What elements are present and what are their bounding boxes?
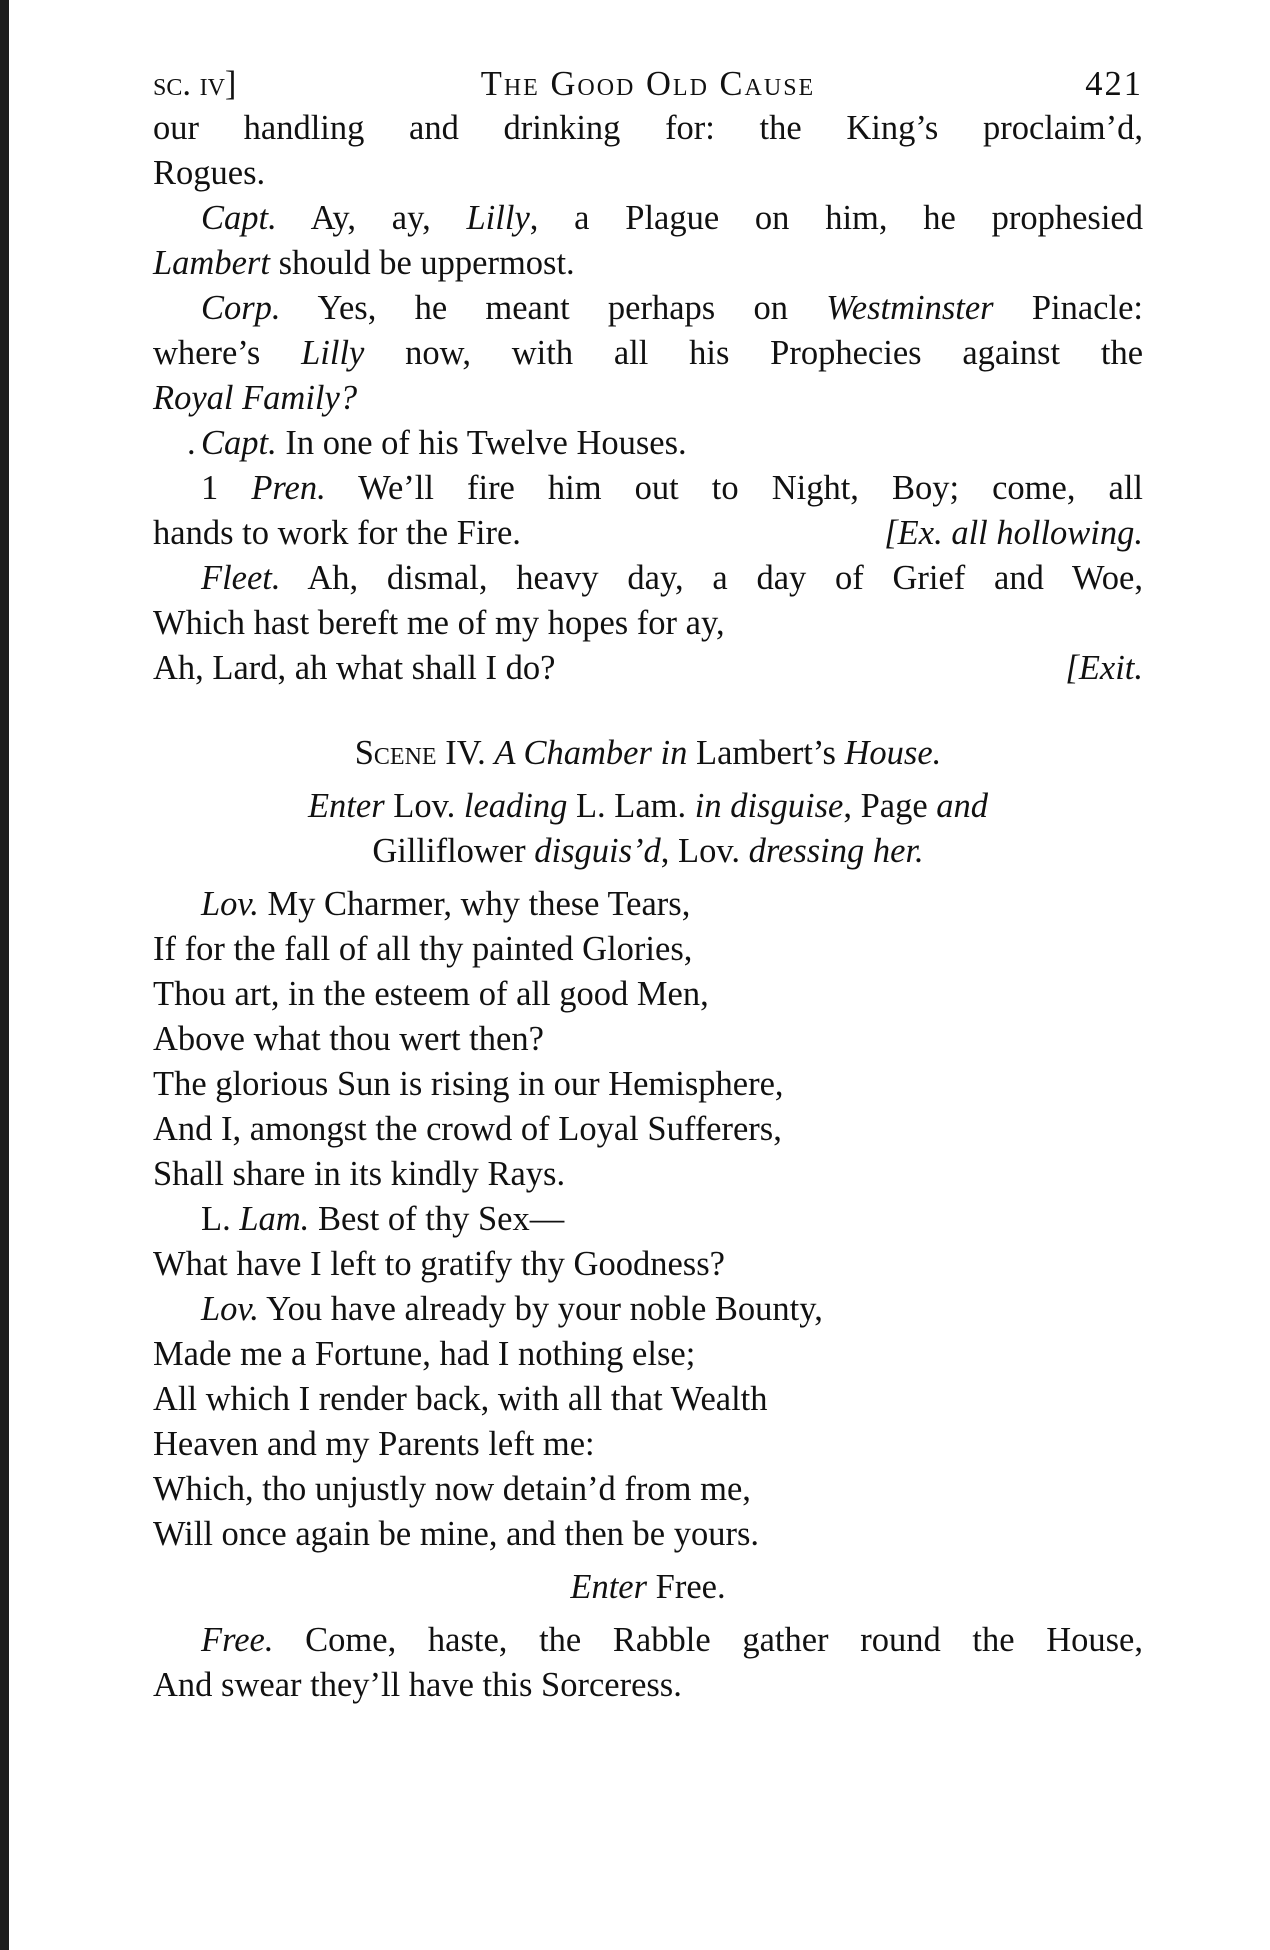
verse-line: Which hast bereft me of my hopes for ay, [153, 604, 725, 642]
verse-line: The glorious Sun is rising in our Hemisphere, [153, 1065, 784, 1103]
speech-pren: 1 Pren. We’ll fire him out to Night, Boy; come, all [201, 469, 1143, 507]
section-reference: sc. iv] [153, 65, 237, 103]
text-line: Lambert should be uppermost. [153, 244, 575, 282]
verse-line: Which, tho unjustly now detain’d from me, [153, 1470, 751, 1508]
spacer [153, 776, 1143, 784]
speech-capt: . Capt. In one of his Twelve Houses. [153, 421, 1143, 466]
running-title: The Good Old Cause [480, 65, 816, 103]
verse-line: Thou art, in the esteem of all good Men, [153, 975, 709, 1013]
stage-direction: Gilliflower disguis’d, Lov. dressing her. [372, 832, 924, 870]
stage-direction: [Exit. [1065, 649, 1143, 687]
speech-corp: Corp. Yes, he meant perhaps on Westminster Pinacle: [201, 289, 1143, 327]
book-binding-edge [0, 0, 9, 1950]
verse-line: Will once again be mine, and then be yours. [153, 1515, 760, 1553]
spacer [153, 1610, 1143, 1618]
verse-line: Shall share in its kindly Rays. [153, 1155, 566, 1193]
speaker-name: Capt. [201, 199, 277, 237]
speaker-name: Pren. [251, 469, 326, 507]
speech-fleet: Fleet. Ah, dismal, heavy day, a day of Grief and Woe, [201, 559, 1143, 597]
speech-l-lam: L. Lam. Best of thy Sex— [201, 1200, 565, 1238]
spacer [153, 691, 1143, 731]
text-line: where’s Lilly now, with all his Prophecies against the [153, 334, 1144, 372]
text-line: Rogues. [153, 154, 266, 192]
verse-line: Made me a Fortune, had I nothing else; [153, 1335, 696, 1373]
speech-lov: Lov. My Charmer, why these Tears, [201, 885, 691, 923]
stray-mark: . [187, 424, 196, 462]
book-page [153, 62, 1143, 1708]
speaker-name: Lov. [201, 885, 259, 923]
scene-heading: Scene IV. A Chamber in Lambert’s House. [354, 734, 942, 772]
speech-free: Free. Come, haste, the Rabble gather round the House, [201, 1621, 1143, 1659]
speaker-name: Lov. [201, 1290, 259, 1328]
stage-direction: [Ex. all hollowing. [884, 514, 1143, 552]
verse-line: Heaven and my Parents left me: [153, 1425, 595, 1463]
verse-line: Ah, Lard, ah what shall I do? [Exit. [153, 646, 1143, 691]
speaker-name: Corp. [201, 289, 281, 327]
running-head [153, 62, 1143, 106]
verse-line: And swear they’ll have this Sorceress. [153, 1666, 682, 1704]
spacer [153, 1557, 1143, 1565]
speaker-name: Capt. [201, 424, 277, 462]
speaker-name: Fleet. [201, 559, 281, 597]
verse-line: Above what thou wert then? [153, 1020, 544, 1058]
verse-line: And I, amongst the crowd of Loyal Sufferers, [153, 1110, 782, 1148]
spacer [153, 874, 1143, 882]
text-line: Royal Family? [153, 379, 358, 417]
stage-direction: Enter Free. [570, 1568, 726, 1606]
text-line: our handling and drinking for: the King’s proclaim’d, [153, 109, 1143, 147]
speaker-name: Free. [201, 1621, 274, 1659]
speech-capt: Capt. Ay, ay, Lilly, a Plague on him, he prophesied [201, 199, 1143, 237]
verse-line: What have I left to gratify thy Goodness? [153, 1245, 725, 1283]
text-line: hands to work for the Fire. [Ex. all hollowing. [153, 511, 1143, 556]
verse-line: All which I render back, with all that Wealth [153, 1380, 768, 1418]
verse-line: If for the fall of all thy painted Glories, [153, 930, 693, 968]
stage-direction: Enter Lov. leading L. Lam. in disguise, Page and [307, 787, 989, 825]
page-number: 421 [1085, 65, 1143, 103]
speech-lov: Lov. You have already by your noble Bounty, [201, 1290, 823, 1328]
speaker-name: Lam. [239, 1200, 310, 1238]
